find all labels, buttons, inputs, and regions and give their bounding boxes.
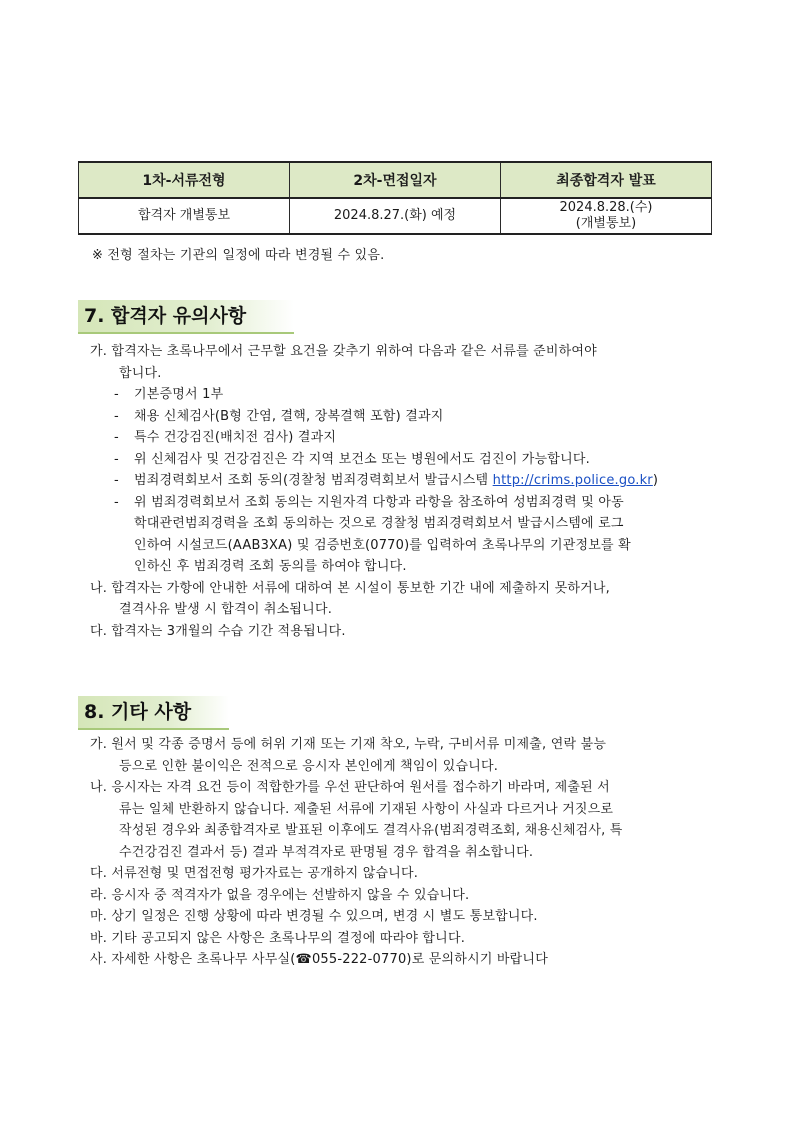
list-item-continuation: 작성된 경우와 최종합격자로 발표된 이후에도 결격사유(범죄경력조회, 채용신체검사, 특 [119,823,623,838]
list-item: 다. 서류전형 및 면접전형 평가자료는 공개하지 않습니다. [90,866,419,881]
schedule-table [78,161,712,235]
final-date-text: 2024.8.28.(수) [559,200,653,215]
section-7-heading: 7. 합격자 유의사항 [78,300,294,334]
list-item-continuation: 결격사유 발생 시 합격이 취소됩니다. [119,602,333,617]
list-item: 나. 합격자는 가항에 안내한 서류에 대하여 본 시설이 통보한 기간 내에 제출하지 못하거나, [90,580,610,596]
list-item [90,470,730,492]
list-item-text: 위 신체검사 및 건강검진은 각 지역 보건소 또는 병원에서도 검진이 가능합니다. [134,451,590,467]
list-item-text: 범죄경력회보서 조회 동의(경찰청 범죄경력회보서 발급시스템 [134,473,493,488]
list-item-continuation: 합니다. [119,365,162,381]
header-document-screening: 1차-서류전형 [79,162,290,198]
list-item-text: 특수 건강검진(배치전 검사) 결과지 [134,430,337,445]
section-7-list [90,341,730,642]
list-item: 사. 자세한 사항은 초록나무 사무실(☎055-222-0770)로 문의하시기 바랍니다 [90,952,548,967]
header-final-announcement: 최종합격자 발표 [501,162,712,198]
dash-bullet: - [114,408,119,424]
list-item [90,449,730,471]
list-item-text: 채용 신체검사(B형 간염, 결핵, 장복결핵 포함) 결과지 [134,408,444,424]
list-item [90,406,730,428]
header-interview-date: 2차-면접일자 [290,162,501,198]
table-row [79,198,712,234]
dash-bullet: - [114,387,119,402]
list-item: 나. 응시자는 자격 요건 등이 적합한가를 우선 판단하여 원서를 접수하기 바라며, 제출된 서 [90,780,610,795]
cell-document-result: 합격자 개별통보 [79,198,290,234]
list-item-text: 위 범죄경력회보서 조회 동의는 지원자격 다항과 라항을 참조하여 성범죄경력 및 아동 [134,494,624,510]
list-item-text: 기본증명서 1부 [134,387,224,402]
list-item [90,384,730,406]
crims-link[interactable]: http://crims.police.go.kr [492,473,653,488]
section-8-heading: 8. 기타 사항 [78,696,229,730]
list-item-continuation: 수건강검진 결과서 등) 결과 부적격자로 판명될 경우 합격을 취소합니다. [119,844,534,860]
dash-bullet: - [114,473,119,488]
list-item: 다. 합격자는 3개월의 수습 기간 적용됩니다. [90,623,346,639]
list-item-text-end: ) [652,473,659,488]
list-item: 바. 기타 공고되지 않은 사항은 초록나무의 결정에 따라야 합니다. [90,930,466,946]
list-item-continuation: 인하신 후 범죄경력 조회 동의를 하여야 합니다. [134,559,407,574]
cell-final-date [501,198,712,234]
dash-bullet: - [114,451,119,467]
list-item-continuation: 류는 일체 반환하지 않습니다. 제출된 서류에 기재된 사항이 사실과 다르거나 거짓으로 [119,801,614,817]
list-item: 가. 합격자는 초록나무에서 근무할 요건을 갖추기 위하여 다음과 같은 서류를 준비하여야 [90,344,597,359]
list-item: 가. 원서 및 각종 증명서 등에 허위 기재 또는 기재 착오, 누락, 구비서류 미제출, 연락 불능 [90,737,607,752]
list-item [90,492,730,514]
list-item-continuation: 인하여 시설코드(AAB3XA) 및 검증번호(0770)를 입력하여 초록나무의 기관정보를 확 [134,537,631,553]
cell-interview-date: 2024.8.27.(화) 예정 [290,198,501,234]
final-notice-method: (개별통보) [575,216,637,231]
list-item-continuation: 등으로 인한 불이익은 전적으로 응시자 본인에게 책임이 있습니다. [119,758,499,774]
list-item [90,427,730,449]
list-item: 라. 응시자 중 적격자가 없을 경우에는 선발하지 않을 수 있습니다. [90,887,470,903]
list-item: 마. 상기 일정은 진행 상황에 따라 변경될 수 있으며, 변경 시 별도 통보합니다. [90,909,538,924]
table-header-row [79,162,712,198]
section-8-list [90,734,730,971]
dash-bullet: - [114,494,119,510]
dash-bullet: - [114,430,119,445]
list-item-continuation: 학대관련범죄경력을 조회 동의하는 것으로 경찰청 범죄경력회보서 발급시스템에 로그 [134,516,624,531]
schedule-note: ※ 전형 절차는 기관의 일정에 따라 변경될 수 있음. [92,248,385,263]
